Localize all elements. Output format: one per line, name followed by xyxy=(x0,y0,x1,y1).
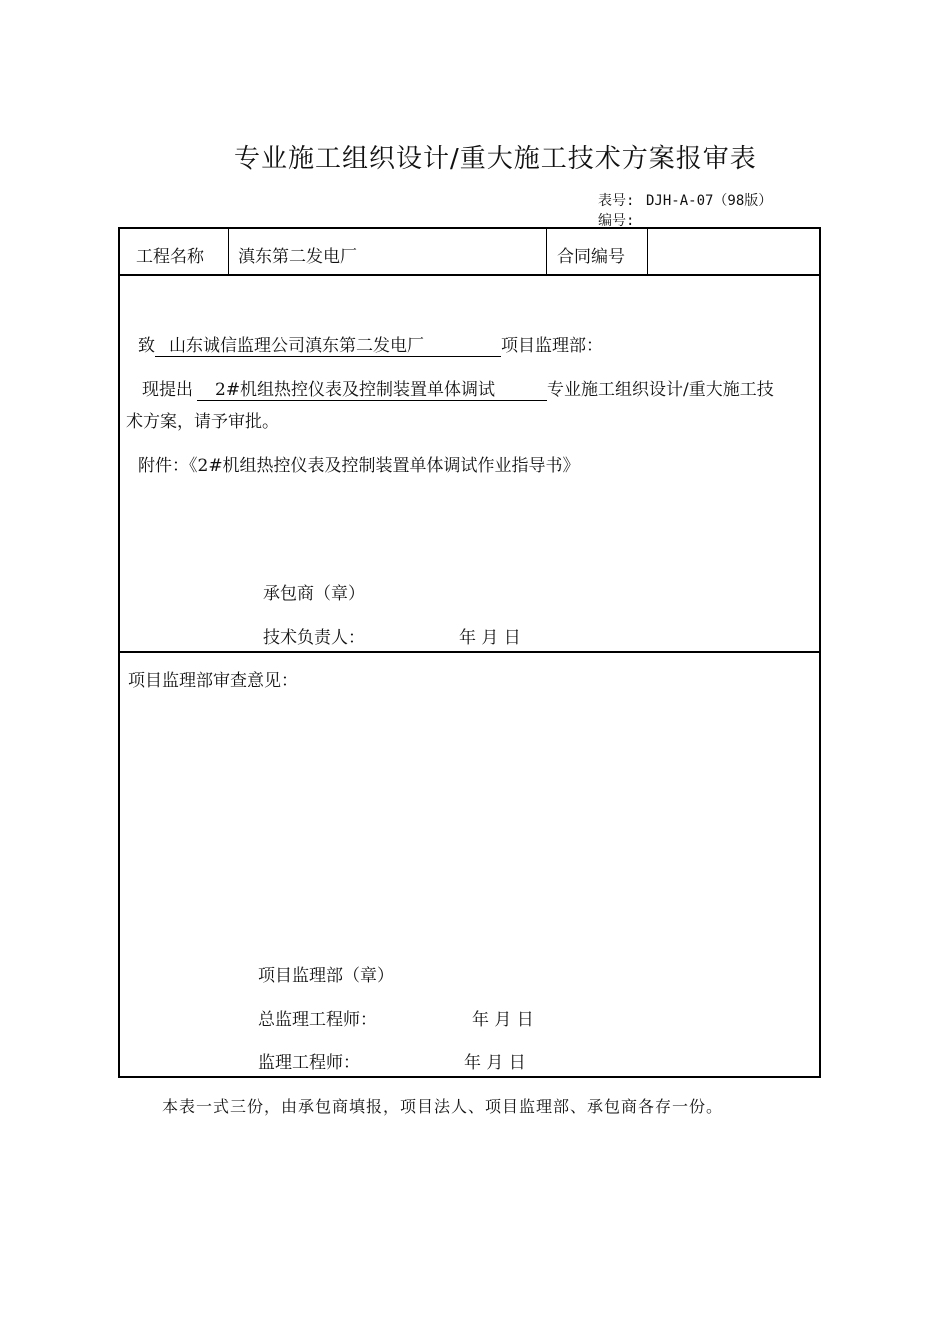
review-heading: 项目监理部审查意见： xyxy=(128,671,298,691)
project-name-value: 滇东第二发电厂 xyxy=(238,247,357,267)
addressee-prefix: 致 xyxy=(138,336,155,356)
submission-date: 年 月 日 xyxy=(459,628,521,648)
engineer-label: 监理工程师： xyxy=(258,1053,360,1073)
serial-number-label: 编号: xyxy=(598,213,635,229)
attachment-line: 附件：《2#机组热控仪表及控制装置单体调试作业指导书》 xyxy=(138,456,580,476)
form-number-label: 表号: xyxy=(598,193,635,209)
row-divider xyxy=(120,274,819,276)
divider xyxy=(647,229,648,275)
project-name-label: 工程名称 xyxy=(136,247,204,267)
technical-lead-label: 技术负责人： xyxy=(263,628,365,648)
proposal-line xyxy=(142,375,774,401)
form-number-value: DJH-A-07（98版） xyxy=(646,193,773,209)
row-divider xyxy=(120,651,819,653)
page-title: 专业施工组织设计/重大施工技术方案报审表 xyxy=(234,144,757,174)
contract-number-label: 合同编号 xyxy=(557,247,625,267)
proposal-continuation: 术方案，请予审批。 xyxy=(126,412,279,432)
footer-note: 本表一式三份，由承包商填报，项目法人、项目监理部、承包商各存一份。 xyxy=(162,1097,724,1116)
supervision-stamp: 项目监理部（章） xyxy=(258,966,394,986)
proposal-prefix: 现提出 xyxy=(142,380,193,400)
addressee-suffix: 项目监理部： xyxy=(501,336,603,356)
proposal-subject: 2#机组热控仪表及控制装置单体调试 xyxy=(197,380,547,401)
chief-engineer-date: 年 月 日 xyxy=(472,1010,534,1030)
addressee-line xyxy=(138,331,603,357)
contractor-stamp: 承包商（章） xyxy=(263,584,365,604)
divider xyxy=(546,229,547,275)
chief-engineer-label: 总监理工程师： xyxy=(258,1010,377,1030)
addressee-value: 山东诚信监理公司滇东第二发电厂 xyxy=(155,336,501,357)
proposal-suffix: 专业施工组织设计/重大施工技 xyxy=(547,380,774,400)
approval-form xyxy=(118,227,821,1078)
engineer-date: 年 月 日 xyxy=(464,1053,526,1073)
divider xyxy=(228,229,229,275)
